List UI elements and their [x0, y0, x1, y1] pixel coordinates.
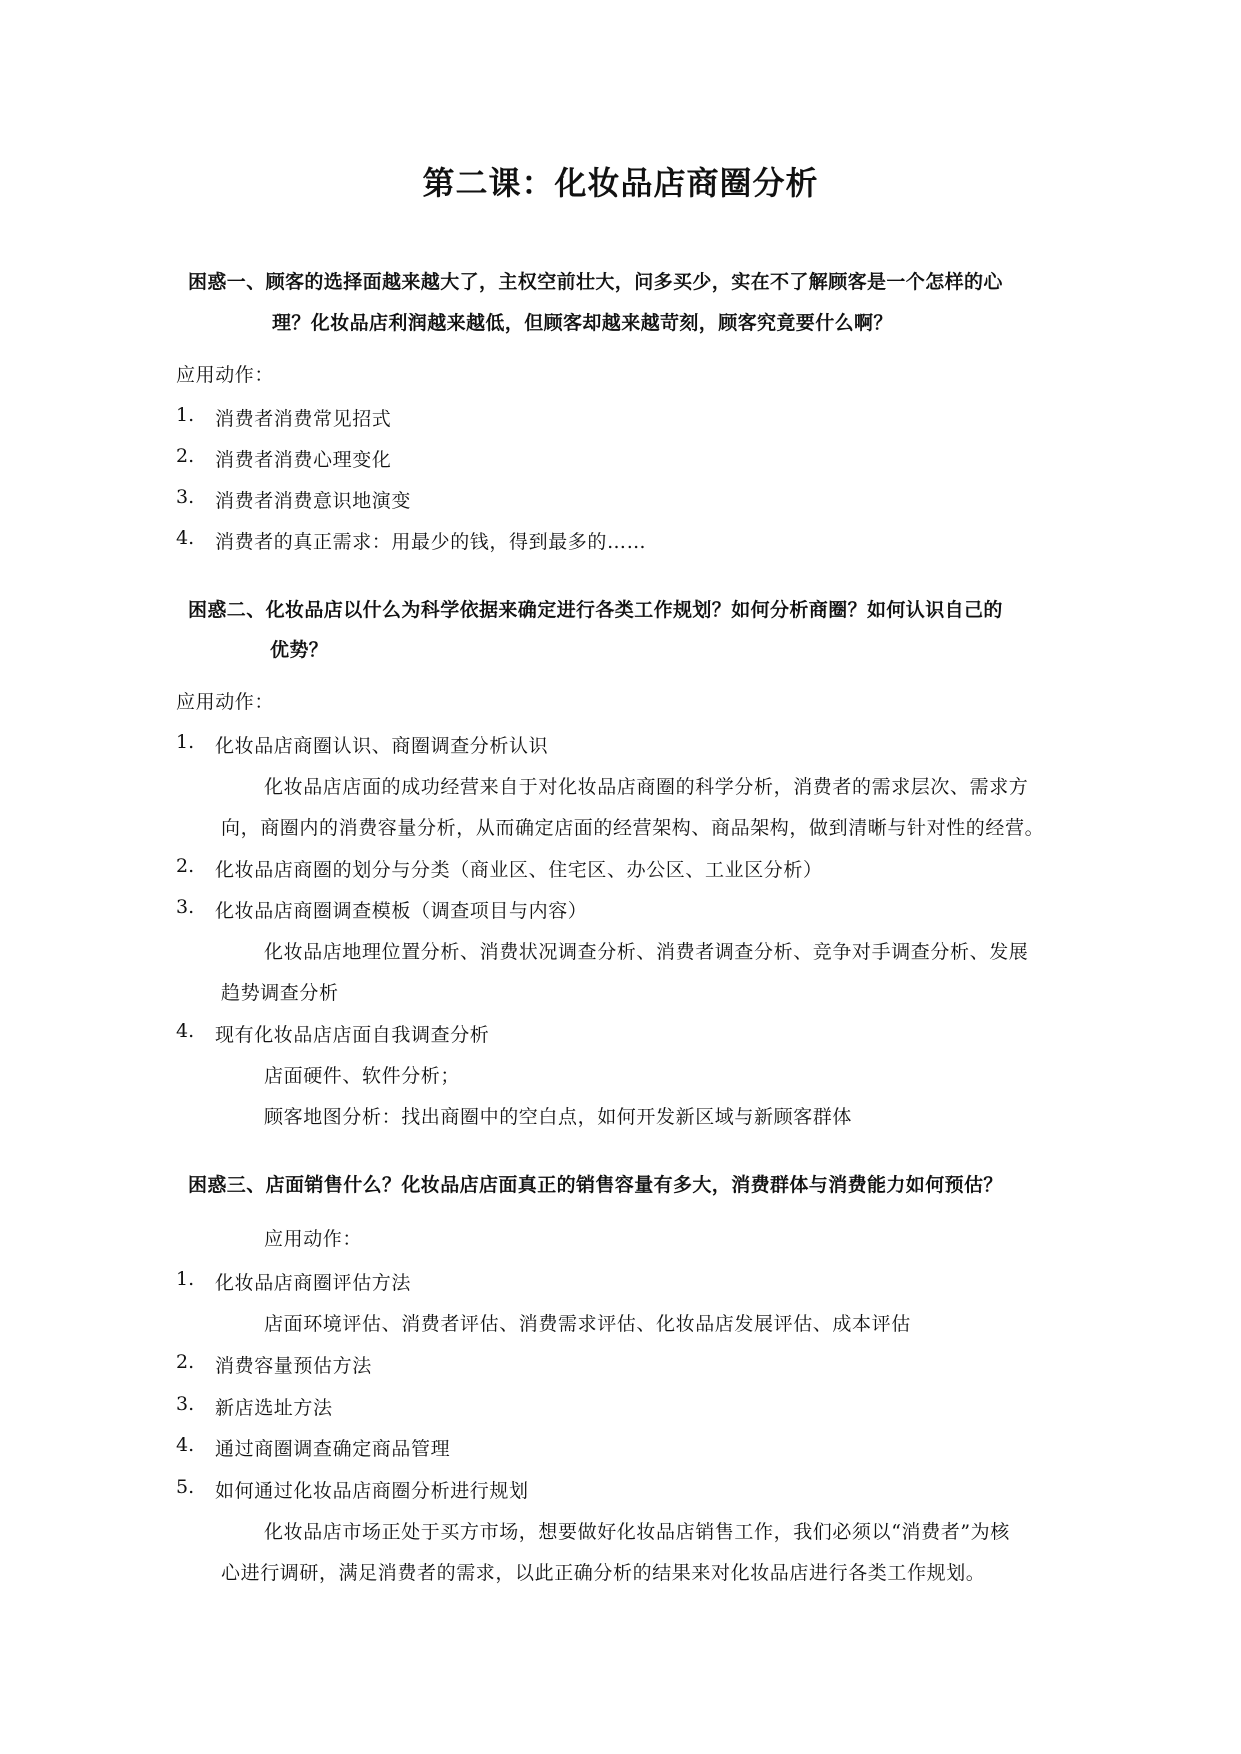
list-item-number: 2. — [176, 1351, 195, 1373]
paragraph-line: 顾客地图分析：找出商圈中的空白点，如何开发新区域与新顾客群体 — [264, 1106, 853, 1128]
paragraph-line: 向，商圈内的消费容量分析，从而确定店面的经营架构、商品架构，做到清晰与针对性的经营。 — [221, 817, 1045, 839]
list-item-number: 3. — [176, 486, 195, 508]
paragraph-line: 化妆品店地理位置分析、消费状况调查分析、消费者调查分析、竞争对手调查分析、发展 — [264, 941, 1029, 963]
list-item-number: 1. — [176, 1268, 195, 1290]
list-item: 新店选址方法 — [215, 1397, 333, 1419]
paragraph-line: 趋势调查分析 — [221, 982, 339, 1004]
list-item-number: 4. — [176, 527, 195, 549]
list-item-number: 4. — [176, 1434, 195, 1456]
list-item-number: 5. — [176, 1476, 195, 1498]
action-label: 应用动作： — [176, 364, 275, 386]
list-item-number: 1. — [176, 404, 195, 426]
paragraph-line: 店面硬件、软件分析； — [264, 1065, 461, 1087]
paragraph-line: 心进行调研，满足消费者的需求，以此正确分析的结果来对化妆品店进行各类工作规划。 — [221, 1562, 986, 1584]
question-2-line-2: 优势？ — [270, 639, 329, 661]
list-item-number: 3. — [176, 1393, 195, 1415]
list-item-number: 4. — [176, 1020, 195, 1042]
list-item: 现有化妆品店店面自我调查分析 — [215, 1024, 490, 1046]
list-item: 消费者消费常见招式 — [215, 408, 392, 430]
list-item-number: 2. — [176, 855, 195, 877]
list-item: 如何通过化妆品店商圈分析进行规划 — [215, 1480, 529, 1502]
action-label: 应用动作： — [264, 1228, 363, 1250]
question-2-line-1: 困惑二、化妆品店以什么为科学依据来确定进行各类工作规划？如何分析商圈？如何认识自己的 — [188, 599, 1003, 621]
list-item-number: 3. — [176, 896, 195, 918]
question-3: 困惑三、店面销售什么？化妆品店店面真正的销售容量有多大，消费群体与消费能力如何预估？ — [188, 1174, 1003, 1196]
list-item: 化妆品店商圈的划分与分类（商业区、住宅区、办公区、工业区分析） — [215, 859, 823, 881]
list-item: 消费者的真正需求：用最少的钱，得到最多的…… — [215, 531, 647, 553]
paragraph-line: 化妆品店店面的成功经营来自于对化妆品店商圈的科学分析，消费者的需求层次、需求方 — [264, 776, 1029, 798]
list-item: 消费容量预估方法 — [215, 1355, 372, 1377]
list-item-number: 1. — [176, 731, 195, 753]
page-title: 第二课：化妆品店商圈分析 — [422, 164, 819, 202]
list-item: 化妆品店商圈评估方法 — [215, 1272, 412, 1294]
list-item: 消费者消费意识地演变 — [215, 490, 412, 512]
list-item: 消费者消费心理变化 — [215, 449, 392, 471]
list-item: 化妆品店商圈认识、商圈调查分析认识 — [215, 735, 549, 757]
question-1-line-1: 困惑一、顾客的选择面越来越大了，主权空前壮大，问多买少，实在不了解顾客是一个怎样的心 — [188, 271, 1003, 293]
list-item: 化妆品店商圈调查模板（调查项目与内容） — [215, 900, 588, 922]
question-1-line-2: 理？化妆品店利润越来越低，但顾客却越来越苛刻，顾客究竟要什么啊？ — [272, 312, 893, 334]
paragraph-line: 化妆品店市场正处于买方市场，想要做好化妆品店销售工作，我们必须以“消费者”为核 — [264, 1521, 1010, 1543]
list-item: 通过商圈调查确定商品管理 — [215, 1438, 451, 1460]
list-item-number: 2. — [176, 445, 195, 467]
action-label: 应用动作： — [176, 691, 275, 713]
paragraph-line: 店面环境评估、消费者评估、消费需求评估、化妆品店发展评估、成本评估 — [264, 1313, 911, 1335]
